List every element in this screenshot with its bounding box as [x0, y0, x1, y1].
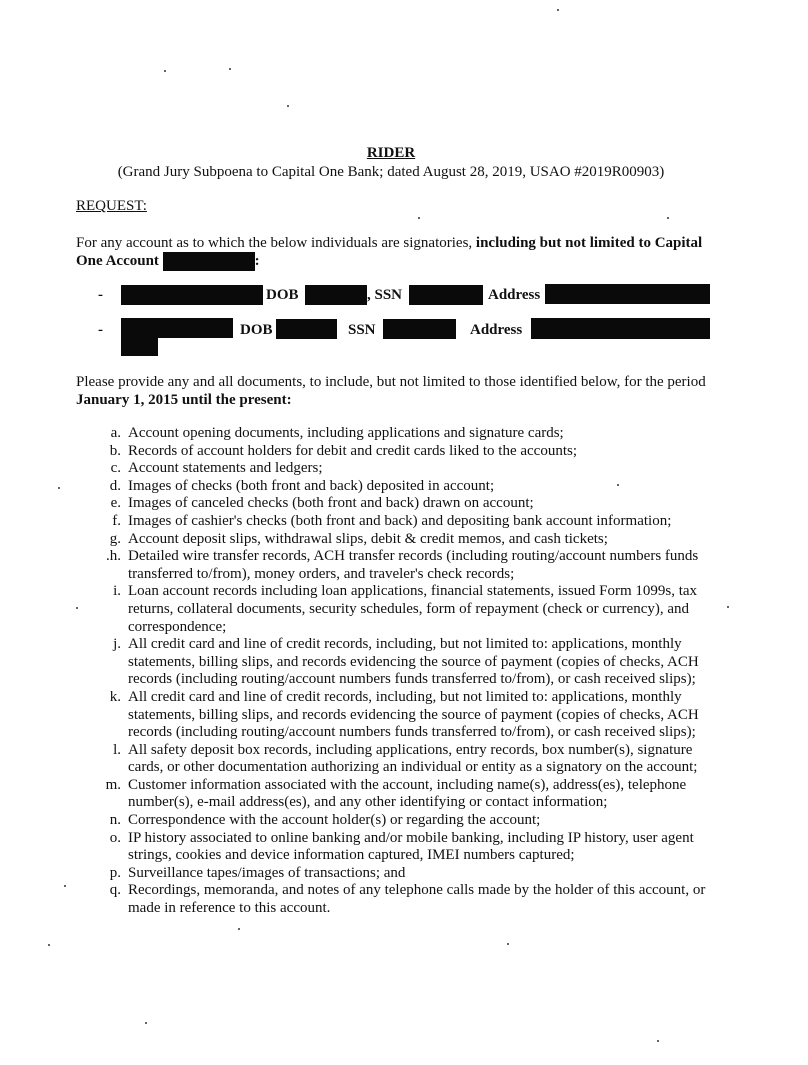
period-statement	[76, 373, 716, 409]
redacted-subject-1-name	[121, 285, 263, 305]
request-item-marker: b.	[109, 442, 121, 459]
intro-text: For any account as to which the below individuals are signatories,	[76, 235, 476, 251]
request-item-marker: k.	[109, 688, 121, 705]
subject-1-address-label: Address	[488, 287, 541, 303]
scan-speck	[727, 606, 729, 608]
scan-speck	[287, 105, 289, 107]
request-item	[92, 812, 712, 830]
request-item-marker: c.	[110, 460, 121, 477]
request-item	[92, 777, 712, 812]
scan-speck	[657, 1040, 659, 1042]
request-item-text: Images of cashier's checks (both front and back) and depositing bank account information;	[128, 512, 672, 529]
document-request-list	[92, 425, 712, 918]
scan-speck	[145, 1022, 147, 1024]
request-item	[92, 478, 712, 496]
request-item-marker: d.	[109, 477, 121, 494]
request-item	[92, 689, 712, 742]
request-item-text: Correspondence with the account holder(s) or regarding the account;	[128, 812, 541, 829]
request-item-marker: l.	[113, 741, 121, 758]
request-item-text: All credit card and line of credit records, including, but not limited to: applications, monthly statements, billing slips, and records evidencing the source of payment (copies of checks, ACH records (including routing/account numbers funds transferred to/from), or cash received slips);	[128, 688, 699, 741]
request-item	[92, 583, 712, 636]
request-item-text: Account statements and ledgers;	[128, 460, 323, 477]
subpoena-reference: (Grand Jury Subpoena to Capital One Bank; dated August 28, 2019, USAO #2019R00903)	[117, 164, 665, 180]
request-item	[92, 513, 712, 531]
redacted-subject-2-name-overflow	[121, 336, 158, 356]
request-item-text: Images of checks (both front and back) deposited in account;	[128, 477, 495, 494]
request-item	[92, 830, 712, 865]
subject-1-dash: -	[98, 287, 103, 303]
redacted-subject-2-name	[121, 318, 233, 338]
redacted-subject-1-dob	[305, 285, 367, 305]
subject-2-address-label: Address	[470, 322, 523, 338]
request-item	[92, 495, 712, 513]
request-item-marker: .h.	[106, 548, 121, 565]
request-item-marker: e.	[110, 495, 121, 512]
request-item-marker: i.	[113, 583, 121, 600]
request-item-text: Recordings, memoranda, and notes of any telephone calls made by the holder of this account, or made in reference to this account.	[128, 882, 706, 917]
scan-speck	[238, 928, 240, 930]
redacted-subject-2-dob	[276, 319, 337, 339]
request-item-marker: n.	[109, 812, 121, 829]
page-title: RIDER	[366, 145, 416, 161]
scan-speck	[64, 885, 66, 887]
request-item	[92, 548, 712, 583]
request-item-text: Customer information associated with the account, including name(s), address(es), telephone number(s), e-mail address(es), and any other identifying or contact information;	[128, 776, 687, 811]
redacted-subject-1-ssn	[409, 285, 483, 305]
scan-speck	[229, 68, 231, 70]
subject-2-dash: -	[98, 322, 103, 338]
scan-speck	[58, 487, 60, 489]
request-item-marker: p.	[109, 864, 121, 881]
request-item-marker: m.	[105, 776, 121, 793]
request-item-text: Records of account holders for debit and credit cards liked to the accounts;	[128, 442, 578, 459]
period-text: Please provide any and all documents, to include, but not limited to those identified below, for the period	[76, 374, 706, 390]
request-item	[92, 425, 712, 443]
scan-speck	[418, 217, 420, 219]
subject-2-ssn-label: SSN	[348, 322, 376, 338]
intro-suffix: :	[254, 253, 260, 269]
request-item	[92, 882, 712, 917]
scan-speck	[76, 607, 78, 609]
request-item-marker: a.	[110, 425, 121, 441]
scan-speck	[667, 217, 669, 219]
request-item-text: Detailed wire transfer records, ACH transfer records (including routing/account numbers funds transferred to/from), money orders, and traveler's check records;	[128, 548, 699, 582]
redacted-subject-2-address	[531, 318, 710, 339]
scan-speck	[48, 944, 50, 946]
scan-speck	[507, 943, 509, 945]
scan-speck	[164, 70, 166, 72]
redacted-subject-1-address	[545, 284, 710, 304]
request-item	[92, 865, 712, 883]
subject-1-dob-label: DOB	[266, 287, 299, 303]
request-item-marker: o.	[109, 829, 121, 846]
request-item-text: Images of canceled checks (both front and back) drawn on account;	[128, 495, 534, 512]
request-item-text: All credit card and line of credit records, including, but not limited to: applications, monthly statements, billing slips, and records evidencing the source of payment (copies of checks, ACH records (including routing/account numbers funds transferred to/from), or cash received slips);	[128, 636, 699, 688]
request-item	[92, 531, 712, 549]
request-item	[92, 742, 712, 777]
request-item	[92, 443, 712, 461]
scan-speck	[557, 9, 559, 11]
redacted-account-number	[163, 252, 255, 271]
request-item-text: Surveillance tapes/images of transactions; and	[128, 864, 406, 881]
subject-1-ssn-label: , SSN	[367, 287, 403, 303]
request-item	[92, 636, 712, 689]
request-item-text: Loan account records including loan applications, financial statements, issued Form 1099s, tax returns, collateral documents, security schedules, form of repayment (check or currency), and correspondence;	[128, 583, 698, 635]
period-bold-text: January 1, 2015 until the present:	[76, 392, 292, 408]
request-item-marker: q.	[109, 882, 121, 899]
request-item	[92, 460, 712, 478]
request-item-text: Account opening documents, including applications and signature cards;	[128, 425, 564, 441]
request-item-text: IP history associated to online banking and/or mobile banking, including IP history, user agent strings, cookies and device information captured, IMEI numbers captured;	[128, 829, 694, 864]
scan-speck	[617, 484, 619, 486]
intro-bold-text: including but not limited to Capital One Account	[76, 235, 703, 269]
request-item-marker: j.	[113, 636, 121, 653]
subject-2-dob-label: DOB	[240, 322, 273, 338]
redacted-subject-2-ssn	[383, 319, 456, 339]
request-item-marker: g.	[109, 530, 121, 547]
request-item-text: All safety deposit box records, including applications, entry records, box number(s), signature cards, or other documentation authorizing an individual or entity as a signatory on the account;	[128, 741, 698, 776]
request-intro	[76, 234, 716, 271]
request-heading: REQUEST:	[76, 198, 147, 214]
request-item-marker: f.	[112, 512, 121, 529]
request-item-text: Account deposit slips, withdrawal slips, debit & credit memos, and cash tickets;	[128, 530, 608, 547]
